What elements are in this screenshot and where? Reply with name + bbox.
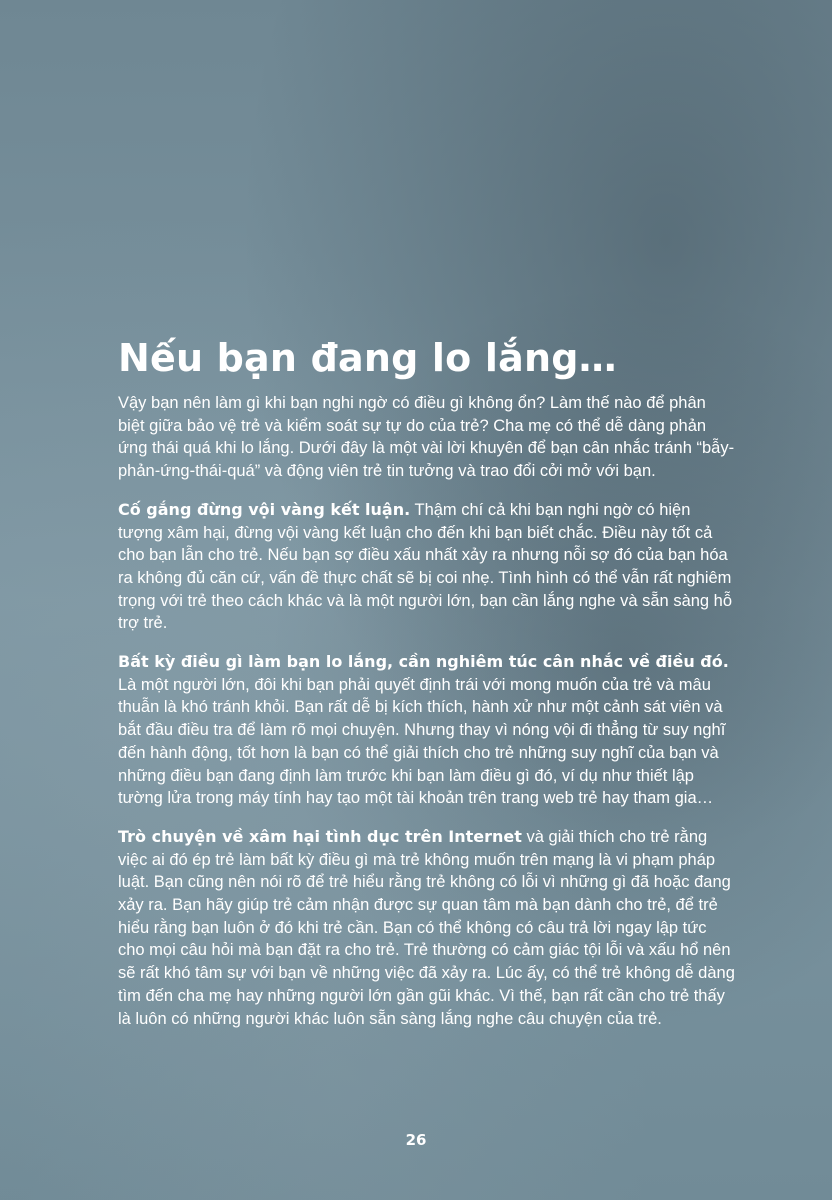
paragraph-text: Vậy bạn nên làm gì khi bạn nghi ngờ có điều gì không ổn? Làm thế nào để phân biệt giữa bảo vệ trẻ và kiểm soát sự tự do của trẻ? Cha mẹ có thể dễ dàng phản ứng thái quá khi lo lắng. Dưới đây là một vài lời khuyên để bạn cân nhắc tránh “bẫy-phản-ứng-thái-quá” và động viên trẻ tin tưởng và trao đổi cởi mở với bạn.	[118, 394, 735, 481]
paragraph-talk-internet	[118, 826, 736, 1030]
page-number: 26	[405, 1131, 427, 1149]
paragraph-text: và giải thích cho trẻ rằng việc ai đó ép trẻ làm bất kỳ điều gì mà trẻ không muốn trên mạng là vi phạm pháp luật. Bạn cũng nên nói rõ để trẻ hiểu rằng trẻ không có lỗi vì những gì đã hoặc đang xảy ra. Bạn hãy giúp trẻ cảm nhận được sự quan tâm mà bạn dành cho trẻ, để trẻ hiểu rằng bạn luôn ở đó khi trẻ cần. Bạn có thể không có câu trả lời ngay lập tức cho mọi câu hỏi mà bạn đặt ra cho trẻ. Trẻ thường có cảm giác tội lỗi và xấu hổ nên sẽ rất khó tâm sự với bạn về những việc đã xảy ra. Lúc ấy, có thể trẻ không dễ dàng tìm đến cha mẹ hay những người lớn gần gũi khác. Vì thế, bạn rất cần cho trẻ thấy là luôn có những người khác luôn sẵn sàng lắng nghe câu chuyện của trẻ.	[118, 827, 735, 1028]
paragraph-conclusions	[118, 499, 736, 635]
paragraph-lead: Trò chuyện về xâm hại tình dục trên Internet	[118, 826, 522, 846]
page-title: Nếu bạn đang lo lắng…	[118, 336, 617, 380]
paragraph-intro	[118, 392, 736, 483]
paragraph-text: Là một người lớn, đôi khi bạn phải quyết định trái với mong muốn của trẻ và mâu thuẫn là khó tránh khỏi. Bạn rất dễ bị kích thích, hành xử như một cảnh sát viên và bắt đầu điều tra để làm rõ mọi chuyện. Nhưng thay vì nóng vội đi thẳng từ suy nghĩ đến hành động, tốt hơn là bạn có thể giải thích cho trẻ những suy nghĩ của bạn và những điều bạn đang định làm trước khi bạn làm điều gì đó, ví dụ như thiết lập tường lửa trong máy tính hay tạo một tài khoản trên trang web trẻ hay tham gia…	[118, 675, 726, 808]
paragraph-text: Thậm chí cả khi bạn nghi ngờ có hiện tượng xâm hại, đừng vội vàng kết luận cho đến khi bạn biết chắc. Điều này tốt cả cho bạn lẫn cho trẻ. Nếu bạn sợ điều xấu nhất xảy ra nhưng nỗi sợ đó của bạn hóa ra không đủ căn cứ, vấn đề thực chất sẽ bị coi nhẹ. Tình hình có thể vẫn rất nghiêm trọng với trẻ theo cách khác và là một người lớn, bạn cần lắng nghe và sẵn sàng hỗ trợ trẻ.	[118, 500, 733, 633]
paragraph-worries	[118, 651, 736, 810]
page-content	[118, 330, 736, 1046]
paragraph-lead: Bất kỳ điều gì làm bạn lo lắng, cần nghiêm túc cân nhắc về điều đó.	[118, 652, 729, 672]
paragraph-lead: Cố gắng đừng vội vàng kết luận.	[118, 499, 411, 519]
